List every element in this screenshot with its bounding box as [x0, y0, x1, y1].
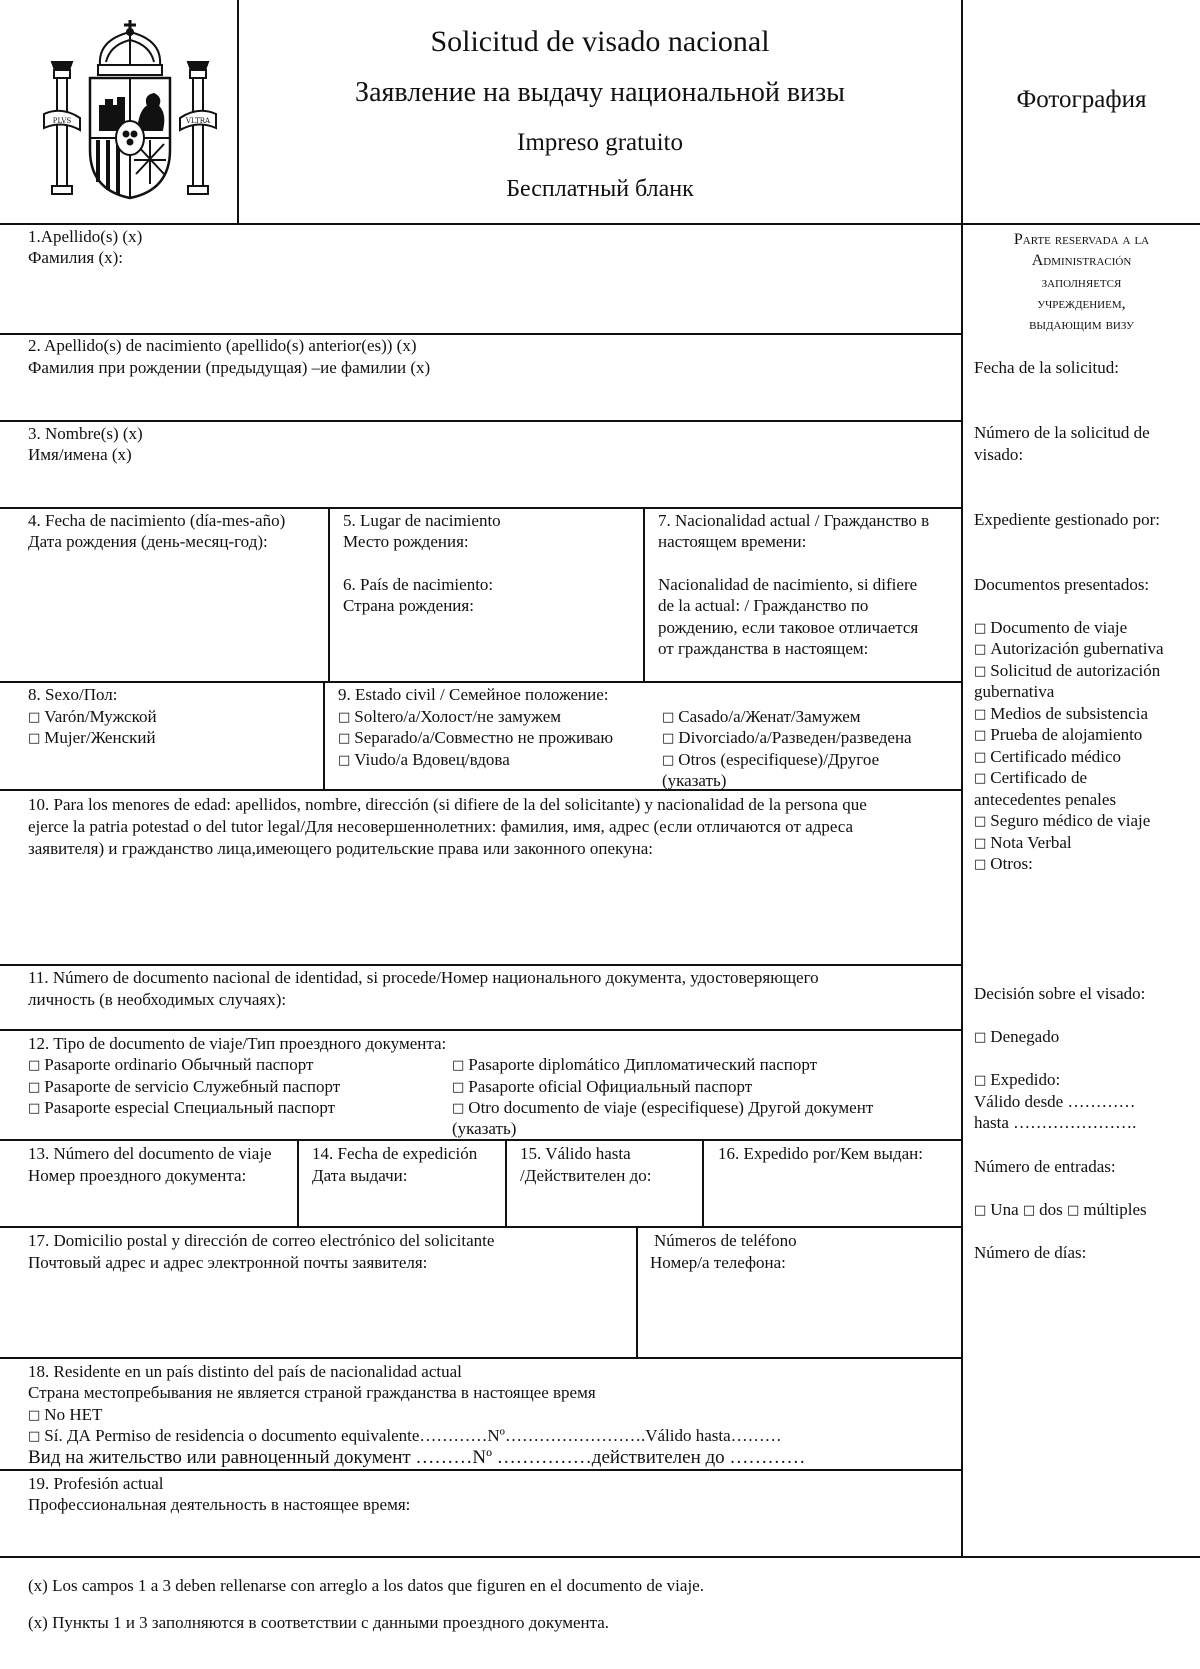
given-names-input-area[interactable]: [28, 468, 948, 504]
field-3-label-es: 3. Nombre(s) (x): [28, 424, 143, 443]
checkbox-doc-criminal-record[interactable]: □ Certificado de: [974, 767, 1087, 791]
checkbox-other-document[interactable]: □ Otro documento de viaje (especifiquese) Другой документ: [452, 1097, 873, 1121]
checkbox-doc-travel-insurance[interactable]: □ Seguro médico de viaje: [974, 810, 1150, 834]
admin-heading-1: Parte reservada a la: [1013, 231, 1150, 248]
title-ru: Заявление на выдачу национальной визы: [355, 77, 845, 108]
checkbox-official-passport[interactable]: □ Pasaporte oficial Официальный паспорт: [452, 1076, 752, 1100]
field-7-line-1: 7. Nacionalidad actual / Гражданство в: [658, 511, 930, 530]
field-4-label-es: 4. Fecha de nacimiento (día-mes-año): [28, 511, 286, 530]
checkbox-doc-travel[interactable]: □ Documento de viaje: [974, 617, 1127, 641]
field-6-label-ru: Страна рождения:: [343, 596, 474, 615]
divider: [0, 223, 1200, 225]
admin-application-date: Fecha de la solicitud:: [974, 358, 1119, 377]
divider: [0, 1469, 962, 1471]
admin-documents-heading: Documentos presentados:: [974, 575, 1150, 594]
checkbox-doc-auth-request[interactable]: □ Solicitud de autorización: [974, 660, 1160, 684]
field-10-line-3: заявителя) и гражданство лица,имеющего родительские права или законного опекуна:: [28, 839, 653, 858]
admin-handled-by: Expediente gestionado por:: [974, 510, 1161, 529]
footnote-es: (x) Los campos 1 a 3 deben rellenarse con arreglo a los datos que figuren en el documento de viaje.: [28, 1576, 704, 1595]
checkbox-special-passport[interactable]: □ Pasaporte especial Специальный паспорт: [28, 1097, 335, 1121]
checkbox-diplomatic-passport[interactable]: □ Pasaporte diplomático Дипломатический паспорт: [452, 1054, 817, 1078]
field-3-label-ru: Имя/имена (x): [28, 445, 132, 464]
field-1-label-ru: Фамилия (x):: [28, 248, 124, 267]
field-2-label-es: 2. Apellido(s) de nacimiento (apellido(s) anterior(es)) (x): [28, 336, 417, 355]
divider: [328, 507, 330, 682]
divider: [702, 1139, 704, 1227]
divider: [0, 420, 962, 422]
admin-heading-4: учреждением,: [1037, 295, 1126, 312]
checkbox-entry-multiple[interactable]: □ múltiples: [1067, 1200, 1147, 1219]
field-17-label-ru: Почтовый адрес и адрес электронной почты заявителя:: [28, 1253, 428, 1272]
title-es: Solicitud de visado nacional: [430, 25, 770, 58]
field-8-label: 8. Sexo/Пол:: [28, 685, 118, 704]
divider: [297, 1139, 299, 1227]
motto-ultra: VLTRA: [185, 117, 211, 125]
divider: [0, 681, 962, 683]
admin-visa-decision: Decisión sobre el visado:: [974, 984, 1146, 1003]
phone-label-es: Números de teléfono: [654, 1231, 797, 1250]
divider: [0, 1556, 1200, 1558]
coat-of-arms-emblem: [40, 10, 220, 205]
divider: [0, 789, 962, 791]
checkbox-doc-subsistence[interactable]: □ Medios de subsistencia: [974, 703, 1148, 727]
doc-criminal-record-cont: antecedentes penales: [974, 790, 1117, 809]
motto-plus: PLVS: [52, 117, 72, 125]
birth-surname-input-area[interactable]: [28, 382, 948, 416]
field-7-line-6: от гражданства в настоящем:: [658, 639, 869, 658]
field-7-line-4: de la actual: / Гражданство по: [658, 596, 869, 615]
admin-application-number-1: Número de la solicitud de: [974, 423, 1150, 442]
divider: [323, 681, 325, 790]
divider: [505, 1139, 507, 1227]
field-7-line-5: рождению, если таковое отличается: [658, 618, 919, 637]
divider: [0, 1226, 962, 1228]
guardian-input-area[interactable]: [28, 864, 948, 960]
field-19-label-ru: Профессиональная деятельность в настоящее время:: [28, 1495, 411, 1514]
admin-heading-5: выдающим визу: [1029, 316, 1134, 333]
footnote-ru: (x) Пункты 1 и 3 заполняются в соответствии с данными проездного документа.: [28, 1613, 610, 1632]
checkbox-resident-no[interactable]: □ No НЕТ: [28, 1404, 102, 1428]
field-10-line-1: 10. Para los menores de edad: apellidos, nombre, dirección (si difiere de la del solicitante) y nacionalidad de la persona que: [28, 795, 867, 814]
field-15-label-es: 15. Válido hasta: [520, 1144, 631, 1163]
checkbox-issued[interactable]: □ Expedido:: [974, 1069, 1060, 1093]
divider: [636, 1226, 638, 1358]
checkbox-married[interactable]: □ Casado/a/Женат/Замужем: [662, 706, 861, 730]
phone-label-ru: Номер/а телефона:: [650, 1253, 786, 1272]
marital-other-specify: (указать): [662, 771, 727, 790]
field-11-line-1: 11. Número de documento nacional de identidad, si procede/Номер национального документа, удостоверяющего: [28, 968, 819, 987]
field-16-label: 16. Expedido por/Кем выдан:: [718, 1144, 923, 1163]
field-7-line-3: Nacionalidad de nacimiento, si difiere: [658, 575, 918, 594]
divider: [237, 0, 239, 224]
field-18-label-ru: Страна местопребывания не является страной гражданства в настоящее время: [28, 1383, 596, 1402]
admin-days-heading: Número de días:: [974, 1243, 1087, 1262]
field-2-label-ru: Фамилия при рождении (предыдущая) –ие фамилии (x): [28, 358, 431, 377]
field-14-label-ru: Дата выдачи:: [312, 1166, 408, 1185]
field-6-label-es: 6. País de nacimiento:: [343, 575, 494, 594]
divider: [0, 1029, 962, 1031]
field-15-label-ru: /Действителен до:: [520, 1166, 652, 1185]
field-14-label-es: 14. Fecha de expedición: [312, 1144, 478, 1163]
doc-auth-request-cont: gubernativa: [974, 682, 1055, 701]
field-4-label-ru: Дата рождения (день-месяц-год):: [28, 532, 268, 551]
checkbox-doc-accommodation[interactable]: □ Prueba de alojamiento: [974, 724, 1142, 748]
field-7-line-2: настоящем времени:: [658, 532, 807, 551]
field-12-label: 12. Tipo de documento de viaje/Тип проездного документа:: [28, 1034, 447, 1053]
field-10-line-2: ejerce la patria potestad o del tutor legal/Для несовершеннолетних: фамилия, имя, адрес (если отличаются от адреса: [28, 817, 854, 836]
field-13-label-ru: Номер проездного документа:: [28, 1166, 247, 1185]
checkbox-resident-yes[interactable]: □ Sí. ДА Permiso de residencia o documento equivalente…………Nº…………………….Válido hasta………: [28, 1425, 782, 1449]
divider: [0, 964, 962, 966]
checkbox-ordinary-passport[interactable]: □ Pasaporte ordinario Обычный паспорт: [28, 1054, 313, 1078]
admin-entries-options: [974, 1199, 1147, 1223]
checkbox-widowed[interactable]: □ Viudo/a Вдовец/вдова: [338, 749, 510, 773]
checkbox-divorced[interactable]: □ Divorciado/a/Разведен/разведена: [662, 727, 912, 751]
field-1-label-es: 1.Apellido(s) (x): [28, 227, 143, 246]
divider: [643, 507, 645, 682]
admin-application-number-2: visado:: [974, 445, 1024, 464]
checkbox-male[interactable]: □ Varón/Мужской: [28, 706, 157, 730]
surname-input-area[interactable]: [28, 272, 948, 328]
field-19-label-es: 19. Profesión actual: [28, 1474, 164, 1493]
admin-valid-until: hasta ………………….: [974, 1113, 1137, 1132]
subtitle-ru: Бесплатный бланк: [506, 176, 694, 202]
divider: [0, 1357, 962, 1359]
field-18-label-es: 18. Residente en un país distinto del país de nacionalidad actual: [28, 1362, 462, 1381]
field-5-label-ru: Место рождения:: [343, 532, 469, 551]
field-13-label-es: 13. Número del documento de viaje: [28, 1144, 272, 1163]
field-18-residence-ru: Вид на жительство или равноценный документ ………Nº ……………действителен до …………: [28, 1447, 806, 1468]
photo-label: Фотография: [1016, 86, 1147, 113]
checkbox-doc-gov-auth[interactable]: □ Autorización gubernativa: [974, 638, 1164, 662]
checkbox-doc-medical[interactable]: □ Certificado médico: [974, 746, 1121, 770]
admin-heading-2: Administración: [1031, 252, 1132, 269]
field-9-label: 9. Estado civil / Семейное положение:: [338, 685, 609, 704]
admin-heading-3: заполняется: [1041, 274, 1122, 291]
subtitle-es: Impreso gratuito: [517, 129, 683, 156]
admin-valid-from: Válido desde …………: [974, 1092, 1136, 1111]
field-17-label-es: 17. Domicilio postal y dirección de correo electrónico del solicitante: [28, 1231, 495, 1250]
checkbox-entry-double[interactable]: □ dos: [1023, 1200, 1063, 1219]
admin-entries-heading: Número de entradas:: [974, 1157, 1116, 1176]
checkbox-separated[interactable]: □ Separado/a/Совместно не проживаю: [338, 727, 613, 751]
divider: [0, 507, 962, 509]
field-5-label-es: 5. Lugar de nacimiento: [343, 511, 501, 530]
checkbox-doc-verbal-note[interactable]: □ Nota Verbal: [974, 832, 1072, 856]
field-11-line-2: личность (в необходимых случаях):: [28, 990, 287, 1009]
checkbox-entry-single[interactable]: □ Una: [974, 1200, 1019, 1219]
checkbox-single[interactable]: □ Soltero/a/Холост/не замужем: [338, 706, 561, 730]
checkbox-female[interactable]: □ Mujer/Женский: [28, 727, 156, 751]
checkbox-doc-other[interactable]: □ Otros:: [974, 853, 1033, 877]
checkbox-denied[interactable]: □ Denegado: [974, 1026, 1059, 1050]
other-document-specify: (указать): [452, 1119, 517, 1138]
checkbox-marital-other[interactable]: □ Otros (especifiquese)/Другое: [662, 749, 879, 773]
checkbox-service-passport[interactable]: □ Pasaporte de servicio Служебный паспорт: [28, 1076, 340, 1100]
birth-date-input-area[interactable]: [28, 556, 318, 676]
